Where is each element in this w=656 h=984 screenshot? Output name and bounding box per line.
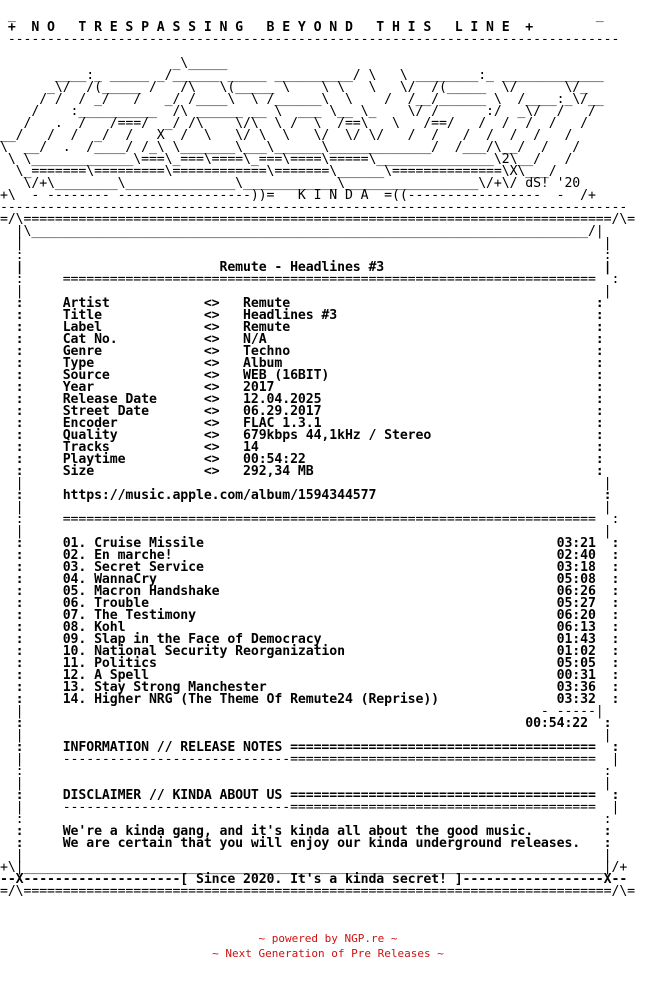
info-row-title: : Title <> Headlines #3 :: [15, 308, 604, 323]
track-row: : 10. National Security Reorganization 01:02 :: [15, 644, 620, 659]
info-row-quality: : Quality <> 679kbps 44,1kHz / Stereo :: [15, 428, 604, 443]
rule: : ==================================================================== :: [15, 512, 620, 527]
frame: | |: [15, 524, 612, 539]
frame: | |: [15, 284, 612, 299]
frame: : :: [15, 248, 612, 263]
frame: | |: [15, 476, 612, 491]
track-row: : 06. Trouble 05:27 :: [15, 596, 620, 611]
logo-line: \ \_____________\===\_===\====\_===\====\=====\_______________\2\__/ /: [7, 152, 573, 167]
track-row: : 11. Politics 05:05 :: [15, 656, 620, 671]
rule-double: =/\===========================================================================/\=: [0, 884, 636, 899]
info-row-artist: : Artist <> Remute :: [15, 296, 604, 311]
info-row-cat-no-: : Cat No. <> N/A :: [15, 332, 604, 347]
info-row-genre: : Genre <> Techno :: [15, 344, 604, 359]
logo-line: ____:_ _____ _/______ _____ __________/ \ \ ________:_ _____________: [54, 68, 604, 83]
since-line: --X--------------------[ Since 2020. It's a kinda secret! ]------------------X--: [0, 872, 628, 887]
logo-line: \/+\________\______________\____________\_________________\/+\/ dS! '20: [23, 176, 581, 191]
rule: | -----------------------------======================================= |: [15, 800, 620, 815]
section-disclaimer: : DISCLAIMER // KINDA ABOUT US ======================================= :: [15, 788, 620, 803]
frame: | |: [15, 236, 612, 251]
info-row-year: : Year <> 2017 :: [15, 380, 604, 395]
info-row-encoder: : Encoder <> FLAC 1.3.1 :: [15, 416, 604, 431]
banner-rule: ------------------------------------------------------------------------------: [7, 32, 620, 47]
info-row-size: : Size <> 292,34 MB :: [15, 464, 604, 479]
frame: : :: [15, 812, 612, 827]
info-row-source: : Source <> WEB (16BIT) :: [15, 368, 604, 383]
track-row: : 13. Stay Strong Manchester 03:36 :: [15, 680, 620, 695]
track-row: : 04. WannaCry 05:08 :: [15, 572, 620, 587]
footer-powered-by: ~ powered by NGP.re ~: [258, 932, 398, 945]
release-title: | Remute - Headlines #3 |: [15, 260, 612, 275]
rule: | -----------------------------======================================= |: [15, 752, 620, 767]
info-row-playtime: : Playtime <> 00:54:22 :: [15, 452, 604, 467]
track-row: : 12. A Spell 00:31 :: [15, 668, 620, 683]
frame: | |: [15, 728, 612, 743]
footer-tagline: ~ Next Generation of Pre Releases ~: [212, 947, 444, 960]
about-line: : We are certain that you will enjoy our kinda underground releases. :: [15, 836, 612, 851]
logo-line: \_=======\=========\============\=======\______\==============\X\___/: [15, 164, 557, 179]
track-row: : 09. Slap in the Face of Democracy 01:43 :: [15, 632, 620, 647]
frame: | |: [15, 776, 612, 791]
banner-top: _ _: [7, 8, 604, 23]
info-row-type: : Type <> Album :: [15, 356, 604, 371]
about-line: : We're a kinda gang, and it's kinda all about the good music. :: [15, 824, 612, 839]
logo-line: +\ - -------- -----------------))= K I N D A =((----------------- - /+: [0, 188, 596, 203]
frame: | |: [15, 500, 612, 515]
info-row-tracks: : Tracks <> 14 :: [15, 440, 604, 455]
info-row-street-date: : Street Date <> 06.29.2017 :: [15, 404, 604, 419]
track-row: : 01. Cruise Missile 03:21 :: [15, 536, 620, 551]
frame: : :: [15, 764, 612, 779]
info-row-release-date: : Release Date <> 12.04.2025 :: [15, 392, 604, 407]
section-information: : INFORMATION // RELEASE NOTES ======================================= :: [15, 740, 620, 755]
title-rule: : ==================================================================== :: [15, 272, 620, 287]
rule: --------------------------------------------------------------------------------: [0, 200, 628, 215]
logo-line: / / / _/ / _/ /____\ \ /______\ \ / /__/______ \ /____:_\/__: [39, 92, 604, 107]
logo-line: _\/ /(_____ / /\ \(_____ \ \ \ \ \/ /(_____ \/ \/_: [47, 80, 588, 95]
frame-top: |\_______________________________________________________________________/|: [15, 224, 604, 239]
release-url: : https://music.apple.com/album/1594344577 :: [15, 488, 612, 503]
track-row: : 08. Kohl 06:13 :: [15, 620, 620, 635]
nfo-text: [0, 10, 635, 898]
logo-line: / . / /===/ _/ /\ \/\ \ / \ /==\ \ /==/ / / / / /: [23, 116, 588, 131]
frame-bottom: +\|__________________________________________________________________________|/+: [0, 860, 628, 875]
logo-line: _\_____: [172, 56, 228, 71]
track-row: : 14. Higher NRG (The Theme Of Remute24 (Reprise)) 03:32 :: [15, 692, 620, 707]
frame: | |: [15, 848, 612, 863]
track-row: : 07. The Testimony 06:20 :: [15, 608, 620, 623]
banner: + N O T R E S P A S S I N G B E Y O N D T H I S L I N E +: [7, 20, 534, 35]
logo-line: __/ / / _/ / X / \ \/ \ \ \/ \/ \/ / / / / / / /: [0, 128, 573, 143]
track-row: : 02. En marche! 02:40 :: [15, 548, 620, 563]
total-rule: | - -----|: [15, 704, 604, 719]
logo-line: \ __/ . /____/ /_\ \_______\___\______\_____________/ /___/\__/ / /: [0, 140, 581, 155]
total-time: : 00:54:22 :: [15, 716, 612, 731]
rule-double: =/\===========================================================================/\=: [0, 212, 636, 227]
info-row-label: : Label <> Remute :: [15, 320, 604, 335]
track-row: : 03. Secret Service 03:18 :: [15, 560, 620, 575]
logo-line: / :__________ /\ ______ __ \ ___ \__ \_ \/ / :/ _\/ / /: [31, 104, 596, 119]
track-row: : 05. Macron Handshake 06:26 :: [15, 584, 620, 599]
